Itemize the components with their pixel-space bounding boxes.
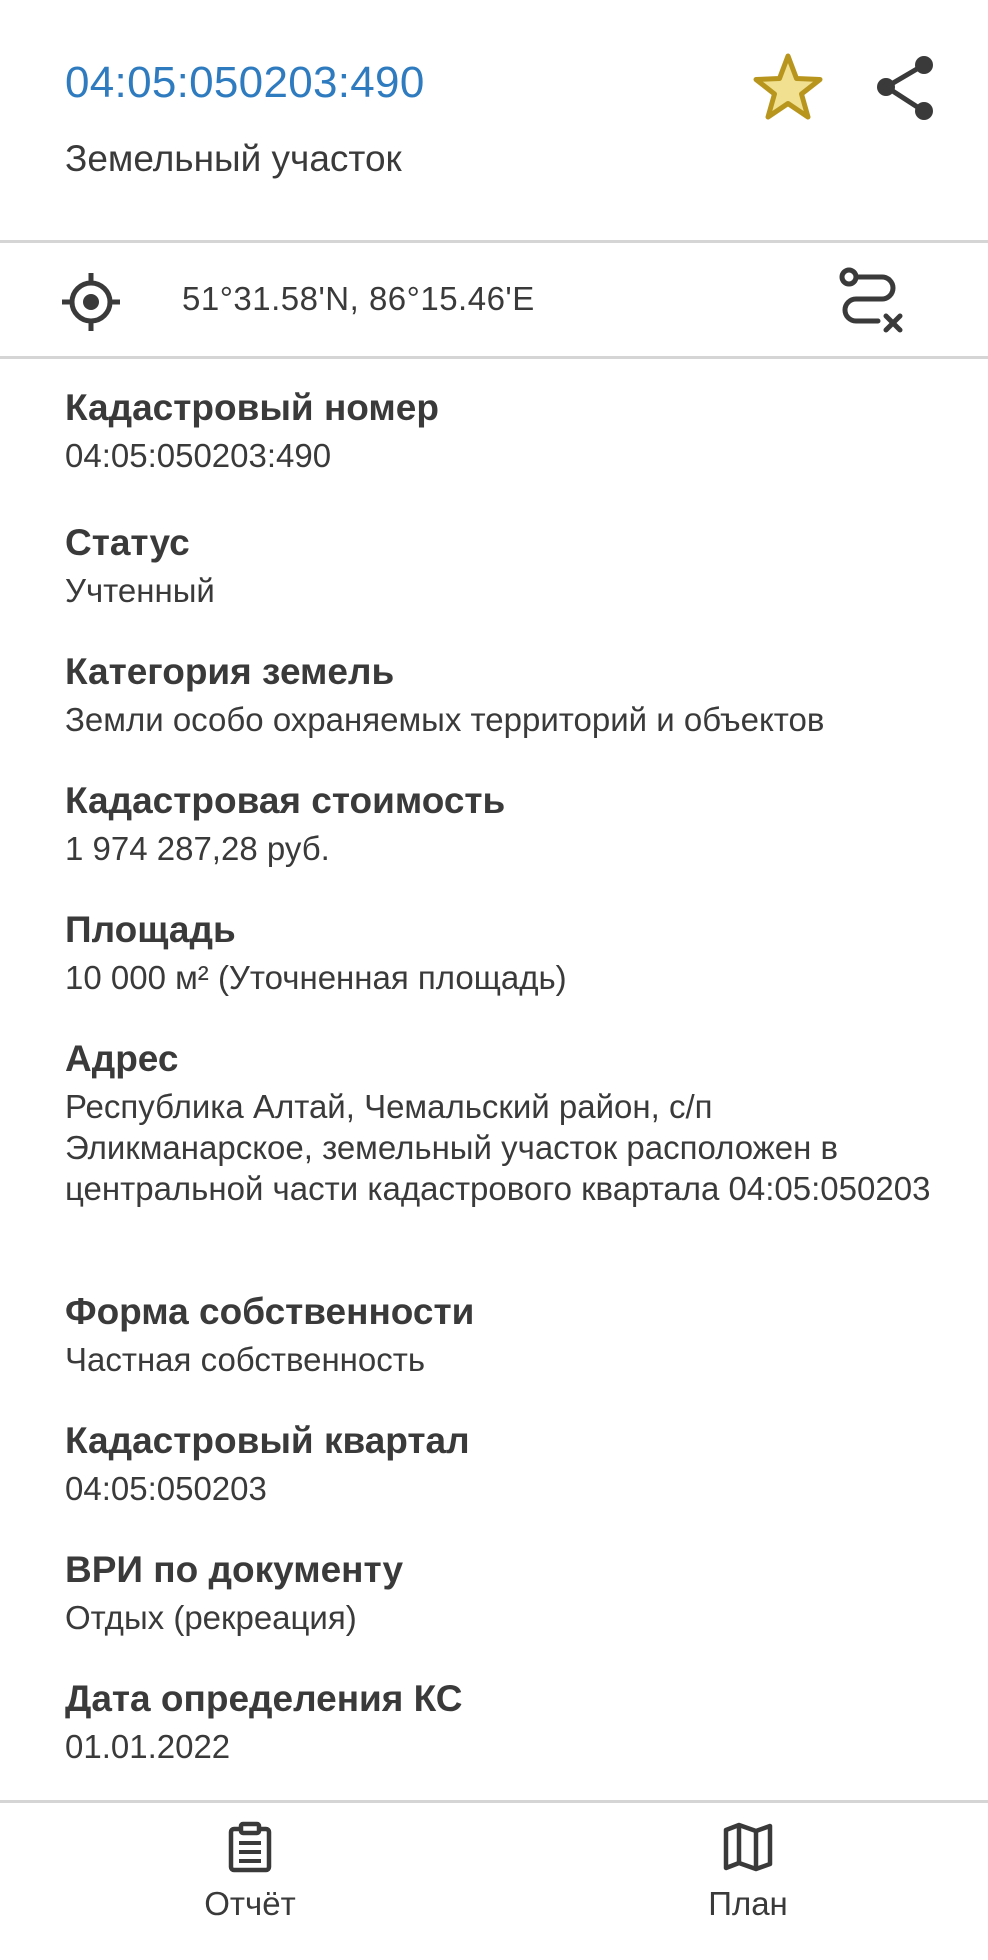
property-value: Частная собственность (65, 1341, 426, 1378)
crosshair-icon (62, 273, 120, 331)
property-valuation-date (65, 1677, 945, 1767)
clipboard-icon (226, 1821, 274, 1873)
property-value: Республика Алтай, Чемальский район, с/п Эликманарское, земельный участок расположен в центральной части кадастрового квартала 04:05:050203 (65, 1088, 931, 1207)
property-value: Отдых (рекреация) (65, 1599, 357, 1636)
property-label: ВРИ по документу (65, 1549, 404, 1590)
tab-plan[interactable] (648, 1821, 848, 1941)
property-ownership (65, 1290, 945, 1380)
property-area (65, 908, 945, 998)
coords-divider (0, 356, 988, 359)
property-value: Земли особо охраняемых территорий и объектов (65, 701, 825, 738)
route-clear-icon (836, 266, 908, 338)
property-value: 04:05:050203:490 (65, 437, 332, 474)
property-value: 1 974 287,28 руб. (65, 830, 330, 867)
favorite-button[interactable] (750, 50, 826, 126)
cadastral-number-title[interactable]: 04:05:050203:490 (65, 58, 425, 107)
property-value: 04:05:050203 (65, 1470, 267, 1507)
property-label: Категория земель (65, 651, 395, 692)
coordinates-text[interactable]: 51°31.58'N, 86°15.46'E (182, 280, 535, 317)
property-value: 01.01.2022 (65, 1728, 231, 1765)
property-status (65, 521, 945, 611)
property-label: Статус (65, 522, 190, 563)
map-icon (722, 1821, 774, 1873)
object-header (0, 0, 988, 240)
object-type: Земельный участок (65, 138, 402, 179)
property-cadastral-number (65, 386, 945, 476)
share-icon (870, 52, 942, 124)
tab-report-label: Отчёт (204, 1885, 296, 1922)
property-label: Дата определения КС (65, 1678, 463, 1719)
property-cadastral-value (65, 779, 945, 869)
property-value: Учтенный (65, 572, 215, 609)
bottom-tab-bar (0, 1803, 988, 1960)
route-button[interactable] (836, 266, 908, 338)
property-label: Адрес (65, 1038, 179, 1079)
header-divider (0, 240, 988, 243)
locate-button[interactable] (62, 273, 120, 331)
property-address (65, 1037, 945, 1209)
property-cadastral-quarter (65, 1419, 945, 1509)
star-icon (750, 50, 826, 126)
property-permitted-use (65, 1548, 945, 1638)
coordinates-row (0, 244, 988, 356)
tab-plan-label: План (708, 1885, 788, 1922)
property-label: Форма собственности (65, 1291, 475, 1332)
property-label: Кадастровая стоимость (65, 780, 506, 821)
share-button[interactable] (870, 52, 942, 124)
tab-report[interactable] (150, 1821, 350, 1941)
property-label: Площадь (65, 909, 236, 950)
property-label: Кадастровый номер (65, 387, 439, 428)
property-label: Кадастровый квартал (65, 1420, 470, 1461)
property-land-category (65, 650, 945, 740)
property-value: 10 000 м² (Уточненная площадь) (65, 959, 567, 996)
